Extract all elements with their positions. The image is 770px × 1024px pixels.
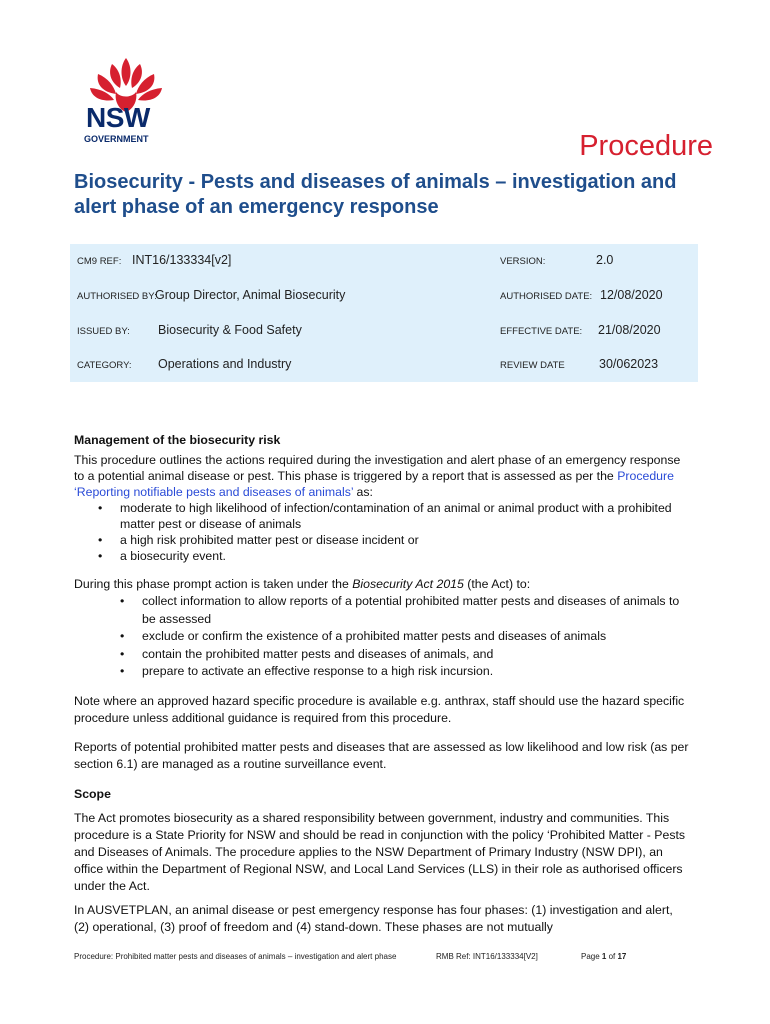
- page-total: 17: [617, 952, 627, 961]
- meta-row: [70, 348, 698, 382]
- page-number: [581, 952, 626, 961]
- version-value: 2.0: [596, 253, 614, 267]
- review-date-value: 30/062023: [599, 357, 659, 371]
- list-item: • prepare to activate an effective response to a high risk incursion.: [74, 663, 689, 681]
- scope-paragraph: The Act promotes biosecurity as a shared responsibility between government, industry and communities. This procedure is a State Priority for NSW and should be read in conjunction with the policy ‘Prohibited Matter - Pests and Diseases of Animals. The procedure applies to the NSW Department of Primary Industry (NSW DPI), an office within the Department of Regional NSW, and Local Land Services (LLS) in their role as authorised officers under the Act.: [74, 810, 686, 893]
- list-item: • moderate to high likelihood of infection/contamination of an animal or animal product with a prohibited matter pest or disease of animals: [74, 500, 689, 532]
- intro-paragraph: [74, 452, 689, 500]
- page-current: 1: [601, 952, 607, 961]
- act-text-b: (the Act) to:: [463, 577, 531, 591]
- list-item: • contain the prohibited matter pests and diseases of animals, and: [74, 646, 689, 664]
- intro-text-a: This procedure outlines the actions required during the investigation and alert phase of an emergency response to a potential animal disease or pest. This phase is triggered by a report that is assessed as per the: [74, 453, 681, 483]
- logo-wordmark: NSW: [86, 102, 150, 133]
- section-heading: Management of the biosecurity risk: [74, 433, 281, 447]
- authorised-by-label: AUTHORISED BY:: [77, 291, 157, 302]
- ausvetplan-paragraph: In AUSVETPLAN, an animal disease or pest emergency response has four phases: (1) investigation and alert, (2) operational, (3) proof of freedom and (4) stand-down. These phases are not mutually: [74, 902, 673, 934]
- meta-row: [70, 279, 698, 313]
- document-body: [74, 432, 689, 936]
- review-date-label: REVIEW DATE: [500, 360, 565, 371]
- version-label: VERSION:: [500, 256, 546, 267]
- list-item: • a biosecurity event.: [74, 548, 689, 564]
- logo-subtext: GOVERNMENT: [84, 134, 149, 144]
- intro-text-b: as:: [353, 485, 373, 499]
- authorised-date-label: AUTHORISED DATE:: [500, 291, 593, 302]
- effective-date-label: EFFECTIVE DATE:: [500, 326, 583, 337]
- meta-row: [70, 244, 698, 278]
- list-item: • a high risk prohibited matter pest or disease incident or: [74, 532, 689, 548]
- procedure-link[interactable]: Procedure ‘Reporting notifiable pests and diseases of animals’: [74, 469, 674, 499]
- footer-ref: RMB Ref: INT16/133334[V2]: [436, 952, 538, 961]
- reports-paragraph: Reports of potential prohibited matter pests and diseases that are assessed as low likelihood and low risk (as per section 6.1) are managed as a routine surveillance event.: [74, 739, 689, 771]
- act-text-a: During this phase prompt action is taken under the: [74, 577, 353, 591]
- scope-heading: Scope: [74, 786, 111, 801]
- category-label: CATEGORY:: [77, 360, 132, 371]
- authorised-date-value: 12/08/2020: [600, 288, 663, 302]
- page-prefix: Page: [581, 952, 602, 961]
- cm9-value: INT16/133334[v2]: [132, 253, 232, 267]
- act-name: Biosecurity Act 2015: [352, 577, 464, 591]
- list-item: • collect information to allow reports of a potential prohibited matter pests and diseases of animals to be assessed: [74, 593, 689, 628]
- category-value: Operations and Industry: [158, 357, 292, 371]
- page-title: Biosecurity - Pests and diseases of animals – investigation and alert phase of an emergency response: [74, 171, 677, 218]
- issued-by-value: Biosecurity & Food Safety: [158, 323, 302, 337]
- note-paragraph: Note where an approved hazard specific procedure is available e.g. anthrax, staff should use the hazard specific procedure unless additional guidance is required from this procedure.: [74, 693, 685, 725]
- act-paragraph: [74, 576, 689, 592]
- issued-by-label: ISSUED BY:: [77, 326, 130, 337]
- nsw-government-logo: [76, 56, 176, 152]
- metadata-table: [70, 244, 698, 382]
- page-of: of: [606, 952, 618, 961]
- footer-doc-title: Procedure: Prohibited matter pests and diseases of animals – investigation and alert phase: [74, 952, 397, 961]
- meta-row: [70, 314, 698, 348]
- document-type: Procedure: [579, 130, 713, 162]
- cm9-label: CM9 REF:: [77, 256, 122, 267]
- list-item: • exclude or confirm the existence of a prohibited matter pests and diseases of animals: [74, 628, 689, 646]
- action-list: [74, 593, 689, 681]
- authorised-by-value: Group Director, Animal Biosecurity: [155, 288, 346, 302]
- effective-date-value: 21/08/2020: [598, 323, 661, 337]
- trigger-list: [74, 500, 689, 564]
